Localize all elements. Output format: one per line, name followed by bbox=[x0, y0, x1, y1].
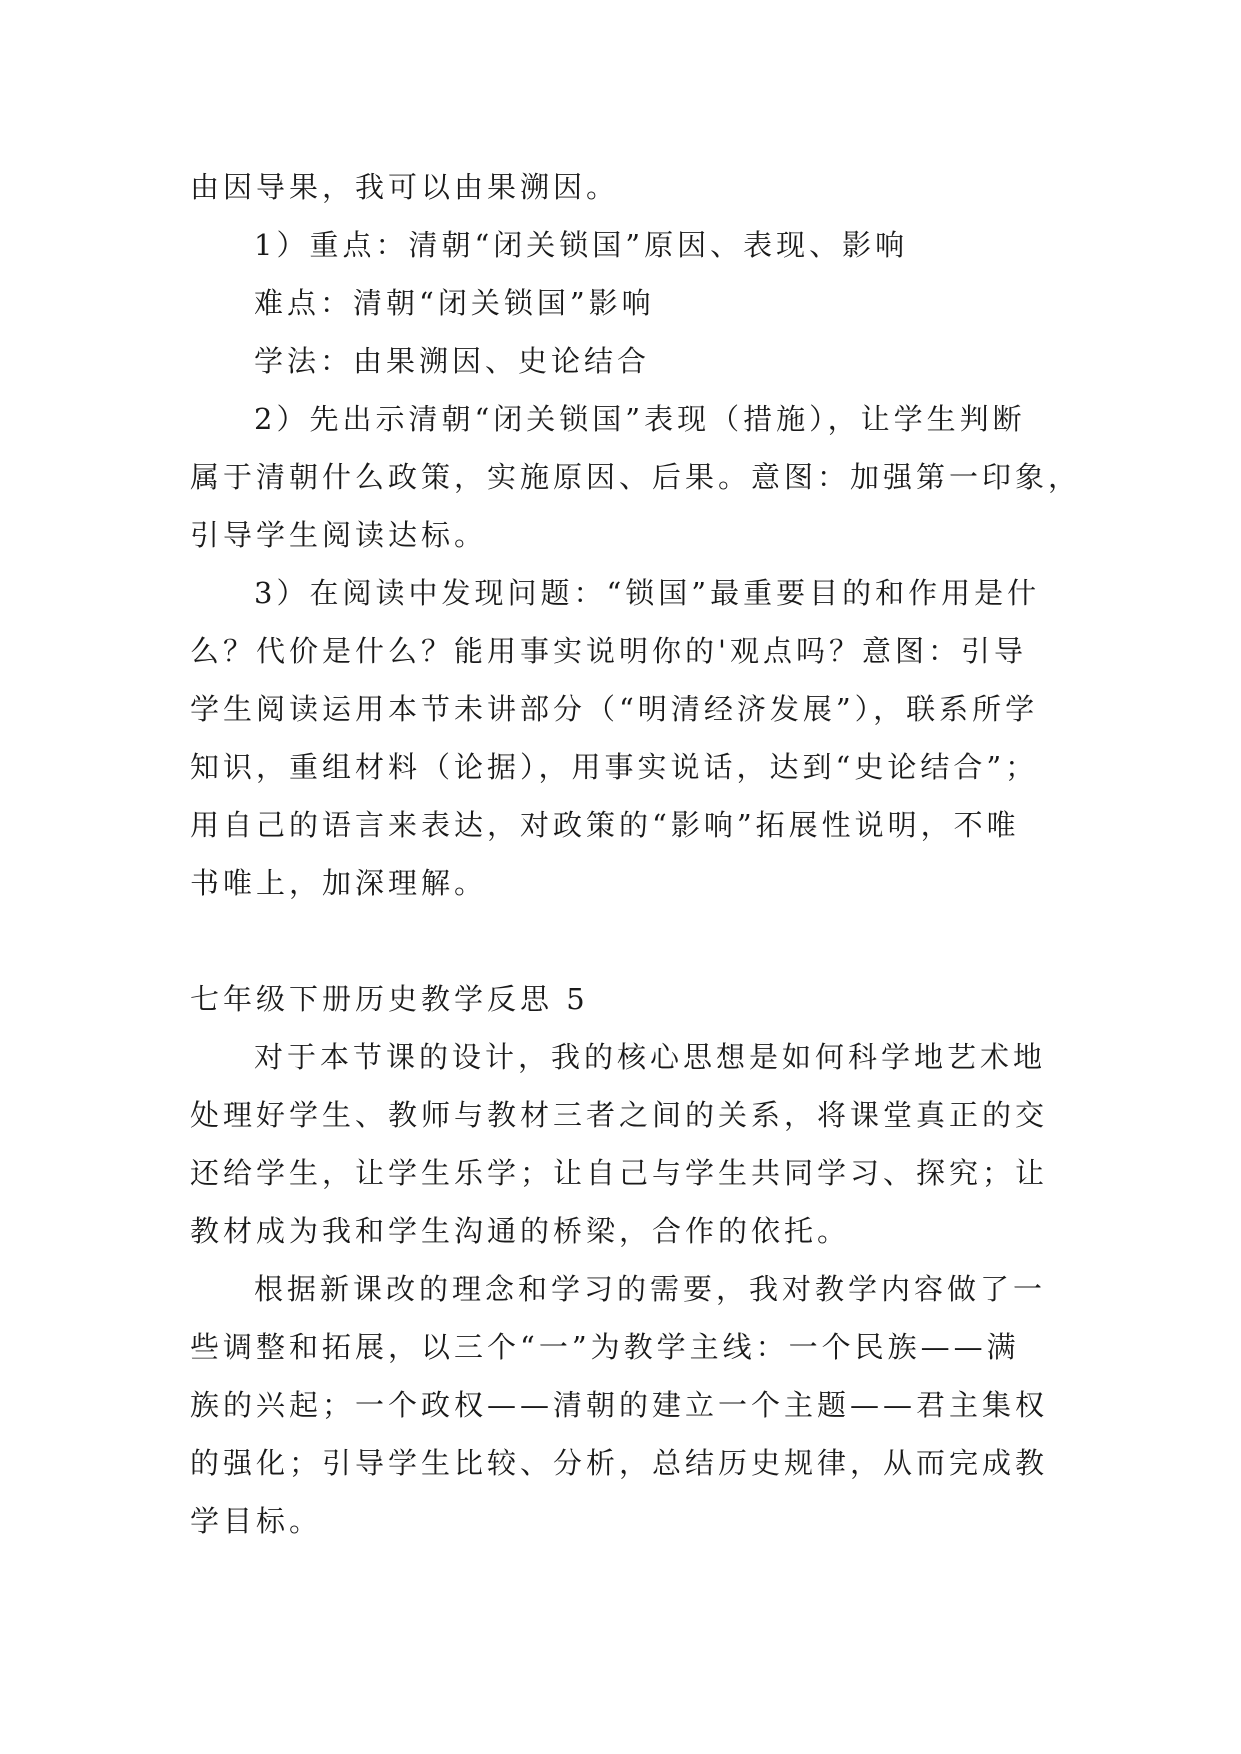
paragraph-line: 知识，重组材料（论据），用事实说话，达到“史论结合”； bbox=[190, 750, 1039, 784]
paragraph-line: 2）先出示清朝“闭关锁国”表现（措施），让学生判断 bbox=[254, 402, 1026, 436]
paragraph-line: 还给学生，让学生乐学；让自己与学生共同学习、探究；让 bbox=[190, 1156, 1049, 1190]
difficulty-line: 难点：清朝“闭关锁国”影响 bbox=[254, 286, 655, 320]
paragraph-line: 学生阅读运用本节未讲部分（“明清经济发展”），联系所学 bbox=[190, 692, 1039, 726]
paragraph-line: 书唯上，加深理解。 bbox=[190, 866, 488, 900]
paragraph-line: 由因导果，我可以由果溯因。 bbox=[190, 170, 620, 204]
paragraph-line: 教材成为我和学生沟通的桥梁，合作的依托。 bbox=[190, 1214, 851, 1248]
document-body bbox=[190, 158, 1082, 1550]
paragraph-line: 用自己的语言来表达，对政策的“影响”拓展性说明，不唯 bbox=[190, 808, 1020, 842]
paragraph-line: 处理好学生、教师与教材三者之间的关系，将课堂真正的交 bbox=[190, 1098, 1049, 1132]
paragraph-line: 对于本节课的设计，我的核心思想是如何科学地艺术地 bbox=[254, 1040, 1047, 1074]
method-line: 学法：由果溯因、史论结合 bbox=[254, 344, 651, 378]
section-heading: 七年级下册历史教学反思 5 bbox=[190, 982, 589, 1016]
paragraph-line: 根据新课改的理念和学习的需要，我对教学内容做了一 bbox=[254, 1272, 1047, 1306]
paragraph-line: 学目标。 bbox=[190, 1504, 323, 1538]
key-points-line: 1）重点：清朝“闭关锁国”原因、表现、影响 bbox=[254, 228, 909, 262]
paragraph-line: 些调整和拓展，以三个“一”为教学主线：一个民族——满 bbox=[190, 1330, 1020, 1364]
paragraph-line: 的强化；引导学生比较、分析，总结历史规律，从而完成教 bbox=[190, 1446, 1049, 1480]
paragraph-line: 族的兴起；一个政权——清朝的建立一个主题——君主集权 bbox=[190, 1388, 1049, 1422]
section-gap bbox=[190, 912, 1052, 970]
paragraph-line: 么？代价是什么？能用事实说明你的'观点吗？意图：引导 bbox=[190, 634, 1027, 668]
paragraph-line: 属于清朝什么政策，实施原因、后果。意图：加强第一印象， bbox=[190, 460, 1082, 494]
paragraph-line: 3）在阅读中发现问题：“锁国”最重要目的和作用是什 bbox=[254, 576, 1041, 610]
paragraph-line: 引导学生阅读达标。 bbox=[190, 518, 488, 552]
